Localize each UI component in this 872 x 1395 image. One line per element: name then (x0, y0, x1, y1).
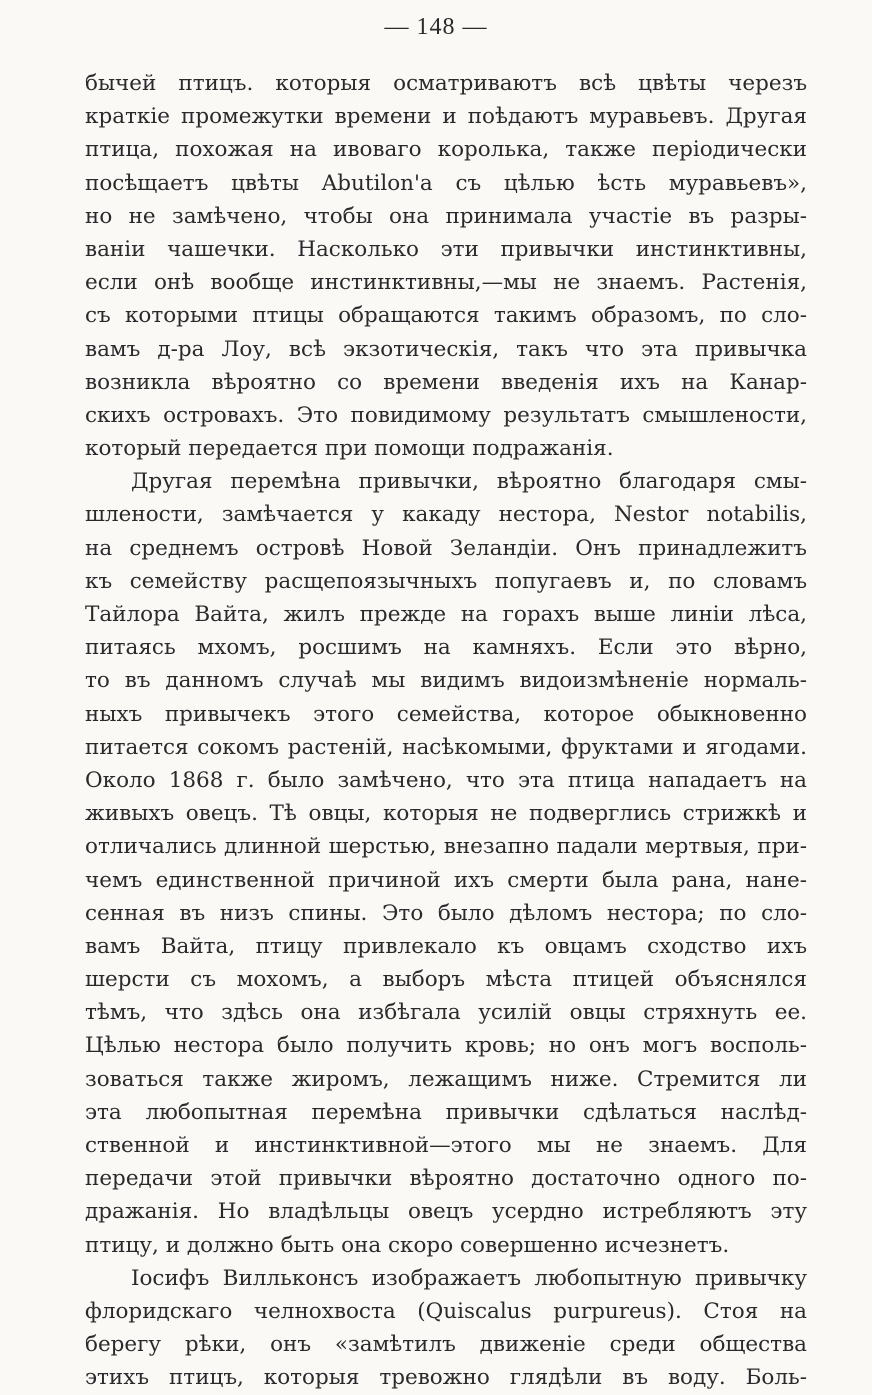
text-line: эта любопытная перемѣна привычки сдѣлаться наслѣд- (85, 1099, 807, 1125)
text-line: сенная въ низъ спины. Это было дѣломъ нестора; по сло- (85, 900, 807, 926)
text-line: посѣщаетъ цвѣты Abutilon'а съ цѣлью ѣсть муравьевъ», (85, 170, 807, 196)
text-line: на среднемъ островѣ Новой Зеландіи. Онъ принадлежитъ (85, 535, 807, 561)
text-line: бычей птицъ. которыя осматриваютъ всѣ цвѣты черезъ (85, 71, 807, 96)
text-line: ныхъ привычекъ этого семейства, которое обыкновенно (85, 701, 807, 727)
text-line: который передается при помощи подражанія. (85, 436, 614, 462)
text-line: флоридскаго челнохвоста (Quiscalus purpureus). Стоя на (85, 1298, 807, 1324)
page-number: — 148 — (384, 14, 488, 40)
text-line: но не замѣчено, чтобы она принимала участіе въ разры- (85, 203, 807, 229)
text-line: зоваться также жиромъ, лежащимъ ниже. Стремится ли (85, 1066, 807, 1092)
text-line: если онѣ вообще инстинктивны,—мы не знаемъ. Растенія, (85, 270, 807, 296)
text-line: этихъ птицъ, которыя тревожно глядѣли въ воду. Боль- (85, 1365, 807, 1391)
text-line: отличались длинной шерстью, внезапно падали мертвыя, при- (85, 834, 807, 860)
text-line: возникла вѣроятно со времени введенія ихъ на Канар- (85, 369, 807, 395)
text-line: къ семейству расщепоязычныхъ попугаевъ и, по словамъ (85, 568, 807, 594)
text-line: вамъ Вайта, птицу привлекало къ овцамъ сходство ихъ (85, 933, 807, 959)
text-line: питается сокомъ растеній, насѣкомыми, фруктами и ягодами. (85, 734, 807, 760)
text-line: чемъ единственной причиной ихъ смерти была рана, нане- (85, 867, 807, 893)
text-line: Тайлора Вайта, жилъ прежде на горахъ выше линіи лѣса, (85, 602, 807, 627)
text-line: ственной и инстинктивной—этого мы не знаемъ. Для (85, 1133, 807, 1158)
text-line: шлености, замѣчается у какаду нестора, Nestor notabilis, (85, 502, 807, 528)
text-line: питаясь мхомъ, росшимъ на камняхъ. Если это вѣрно, (85, 635, 807, 661)
text-line: Іосифъ Вилльконсъ изображаетъ любопытную привычку (131, 1265, 807, 1291)
text-line: вамъ д-ра Лоу, всѣ экзотическія, такъ что эта привычка (85, 336, 807, 362)
text-line: то въ данномъ случаѣ мы видимъ видоизмѣненіе нормаль- (85, 668, 807, 694)
text-line: шерсти съ мохомъ, а выборъ мѣста птицей объяснялся (85, 967, 807, 993)
text-line: скихъ островахъ. Это повидимому результатъ смышлености, (85, 402, 807, 428)
text-line: передачи этой привычки вѣроятно достаточно одного по- (85, 1166, 807, 1192)
text-line: краткіе промежутки времени и поѣдаютъ муравьевъ. Другая (85, 104, 807, 130)
body-text (85, 67, 807, 1395)
text-line: птица, похожая на ивоваго королька, также періодически (85, 137, 807, 163)
text-line: Цѣлью нестора было получить кровь; но онъ могъ восполь- (85, 1033, 807, 1059)
text-line: тѣмъ, что здѣсь она избѣгала усилій овцы стряхнуть ее. (85, 1000, 807, 1026)
text-line: Около 1868 г. было замѣчено, что эта птица нападаетъ на (85, 767, 807, 793)
text-line: живыхъ овецъ. Тѣ овцы, которыя не подверглись стрижкѣ и (85, 801, 807, 827)
text-line: съ которыми птицы обращаются такимъ образомъ, по сло- (85, 303, 807, 329)
text-line: ваніи чашечки. Насколько эти привычки инстинктивны, (85, 236, 807, 262)
text-line: птицу, и должно быть она скоро совершенно исчезнетъ. (85, 1232, 730, 1258)
text-line: берегу рѣки, онъ «замѣтилъ движеніе среди общества (85, 1332, 807, 1358)
text-line: дражанія. Но владѣльцы овецъ усердно истребляютъ эту (85, 1199, 807, 1225)
text-line: Другая перемѣна привычки, вѣроятно благодаря смы- (131, 469, 807, 495)
